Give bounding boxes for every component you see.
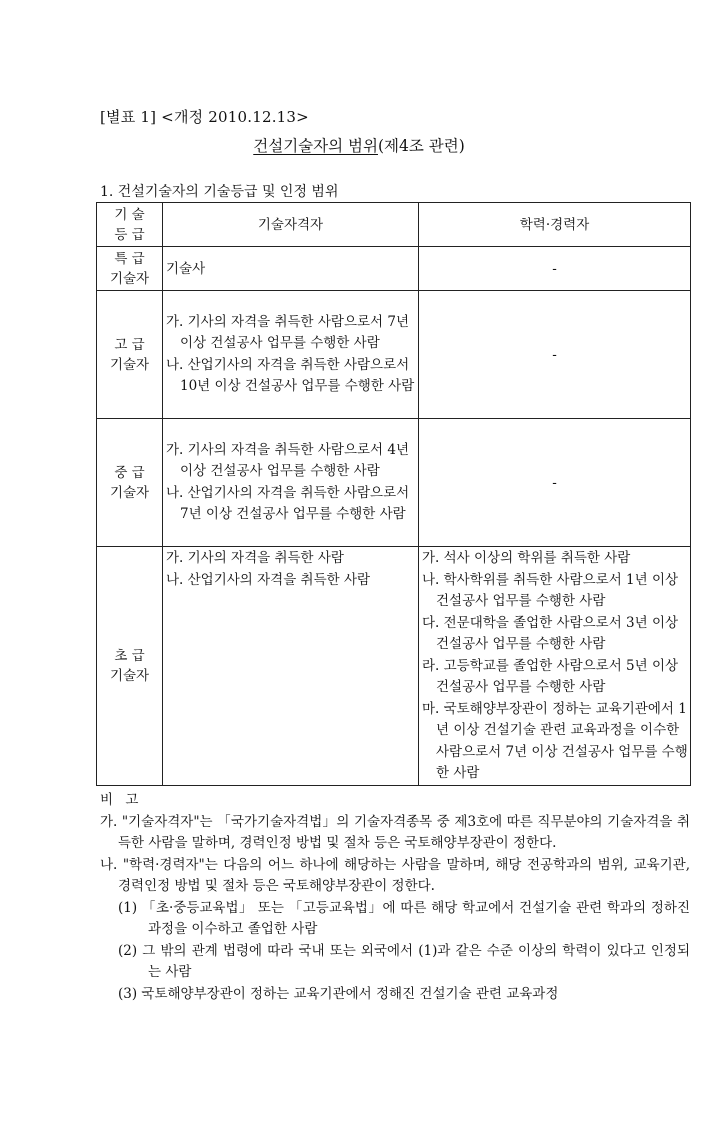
grade-cell <box>97 247 163 291</box>
list-item: 나. 학사학위를 취득한 사람으로서 1년 이상 건설공사 업무를 수행한 사람 <box>422 571 679 609</box>
grade-cell <box>97 547 163 786</box>
list-item: 가. 기사의 자격을 취득한 사람으로서 7년 이상 건설공사 업무를 수행한 사람 <box>166 313 409 351</box>
list-item: 나. 산업기사의 자격을 취득한 사람으로서 10년 이상 건설공사 업무를 수행한 사람 <box>166 356 415 394</box>
education-cell <box>419 547 691 786</box>
grade-cell <box>97 419 163 547</box>
education-cell: - <box>419 247 691 291</box>
grade-line2: 기술자 <box>109 484 150 501</box>
header-grade-line2: 등 급 <box>114 226 145 243</box>
list-item: 다. 전문대학을 졸업한 사람으로서 3년 이상 건설공사 업무를 수행한 사람 <box>422 614 679 652</box>
remarks-title: 비 고 <box>100 792 143 808</box>
annex-label: [별표 1] <box>100 108 157 126</box>
remark-item: 가. "기술자격자"는 「국가기술자격법」의 기술자격종목 중 제3호에 따른 직무분야의 기술자격을 취득한 사람을 말하며, 경력인정 방법 및 절차 등은 국토해양부장관이 정한다. <box>100 813 690 851</box>
grade-line1: 초 급 <box>114 647 145 664</box>
annex-header <box>100 106 309 127</box>
remark-subitem: (3) 국토해양부장관이 정하는 교육기관에서 정해진 건설기술 관련 교육과정 <box>118 985 559 1002</box>
grade-line1: 중 급 <box>114 464 145 481</box>
header-qualification: 기술자격자 <box>163 203 419 247</box>
list-item: 나. 산업기사의 자격을 취득한 사람으로서 7년 이상 건설공사 업무를 수행한 사람 <box>166 484 410 522</box>
qualification-cell <box>163 291 419 419</box>
remark-item: 나. "학력·경력자"는 다음의 어느 하나에 해당하는 사람을 말하며, 해당 전공학과의 범위, 교육기관, 경력인정 방법 및 절차 등은 국토해양부장관이 정한다. <box>100 856 690 894</box>
grade-line2: 기술자 <box>109 356 150 373</box>
table-row <box>97 291 691 419</box>
grade-line1: 고 급 <box>114 336 145 353</box>
grade-line2: 기술자 <box>109 270 150 287</box>
section-heading: 1. 건설기술자의 기술등급 및 인정 범위 <box>100 184 339 200</box>
list-item: 나. 산업기사의 자격을 취득한 사람 <box>166 571 371 588</box>
education-cell: - <box>419 291 691 419</box>
table-header-row <box>97 203 691 247</box>
grade-cell <box>97 291 163 419</box>
header-grade-line1: 기 술 <box>114 206 145 223</box>
qualification-cell: 기술사 <box>163 247 419 291</box>
header-education: 학력·경력자 <box>419 203 691 247</box>
table-row <box>97 247 691 291</box>
header-grade <box>97 203 163 247</box>
remark-subitem: (2) 그 밖의 관계 법령에 따라 국내 또는 외국에서 (1)과 같은 수준 이상의 학력이 있다고 인정되는 사람 <box>118 942 690 980</box>
list-item: 마. 국토해양부장관이 정하는 교육기관에서 1년 이상 건설기술 관련 교육과정을 이수한 사람으로서 7년 이상 건설공사 업무를 수행한 사람 <box>422 700 688 781</box>
qualification-cell <box>163 547 419 786</box>
grade-line1: 특 급 <box>114 250 145 267</box>
table-row <box>97 419 691 547</box>
qualification-cell <box>163 419 419 547</box>
remarks-section <box>100 790 690 1005</box>
document-title <box>0 134 718 156</box>
grade-table <box>96 202 691 786</box>
remark-subitem: (1) 「초·중등교육법」 또는 「고등교육법」에 따른 해당 학교에서 건설기술 관련 학과의 정하진 과정을 이수하고 졸업한 사람 <box>118 899 690 937</box>
education-cell: - <box>419 419 691 547</box>
title-main: 건설기술자의 범위 <box>253 137 378 155</box>
grade-line2: 기술자 <box>109 667 150 684</box>
list-item: 라. 고등학교를 졸업한 사람으로서 5년 이상 건설공사 업무를 수행한 사람 <box>422 657 679 695</box>
amendment-date: <개정 2010.12.13> <box>161 108 309 126</box>
list-item: 가. 기사의 자격을 취득한 사람으로서 4년 이상 건설공사 업무를 수행한 사람 <box>166 441 409 479</box>
list-item: 가. 석사 이상의 학위를 취득한 사람 <box>422 550 631 566</box>
title-suffix: (제4조 관련) <box>377 137 465 155</box>
list-item: 가. 기사의 자격을 취득한 사람 <box>166 550 344 566</box>
table-row <box>97 547 691 786</box>
